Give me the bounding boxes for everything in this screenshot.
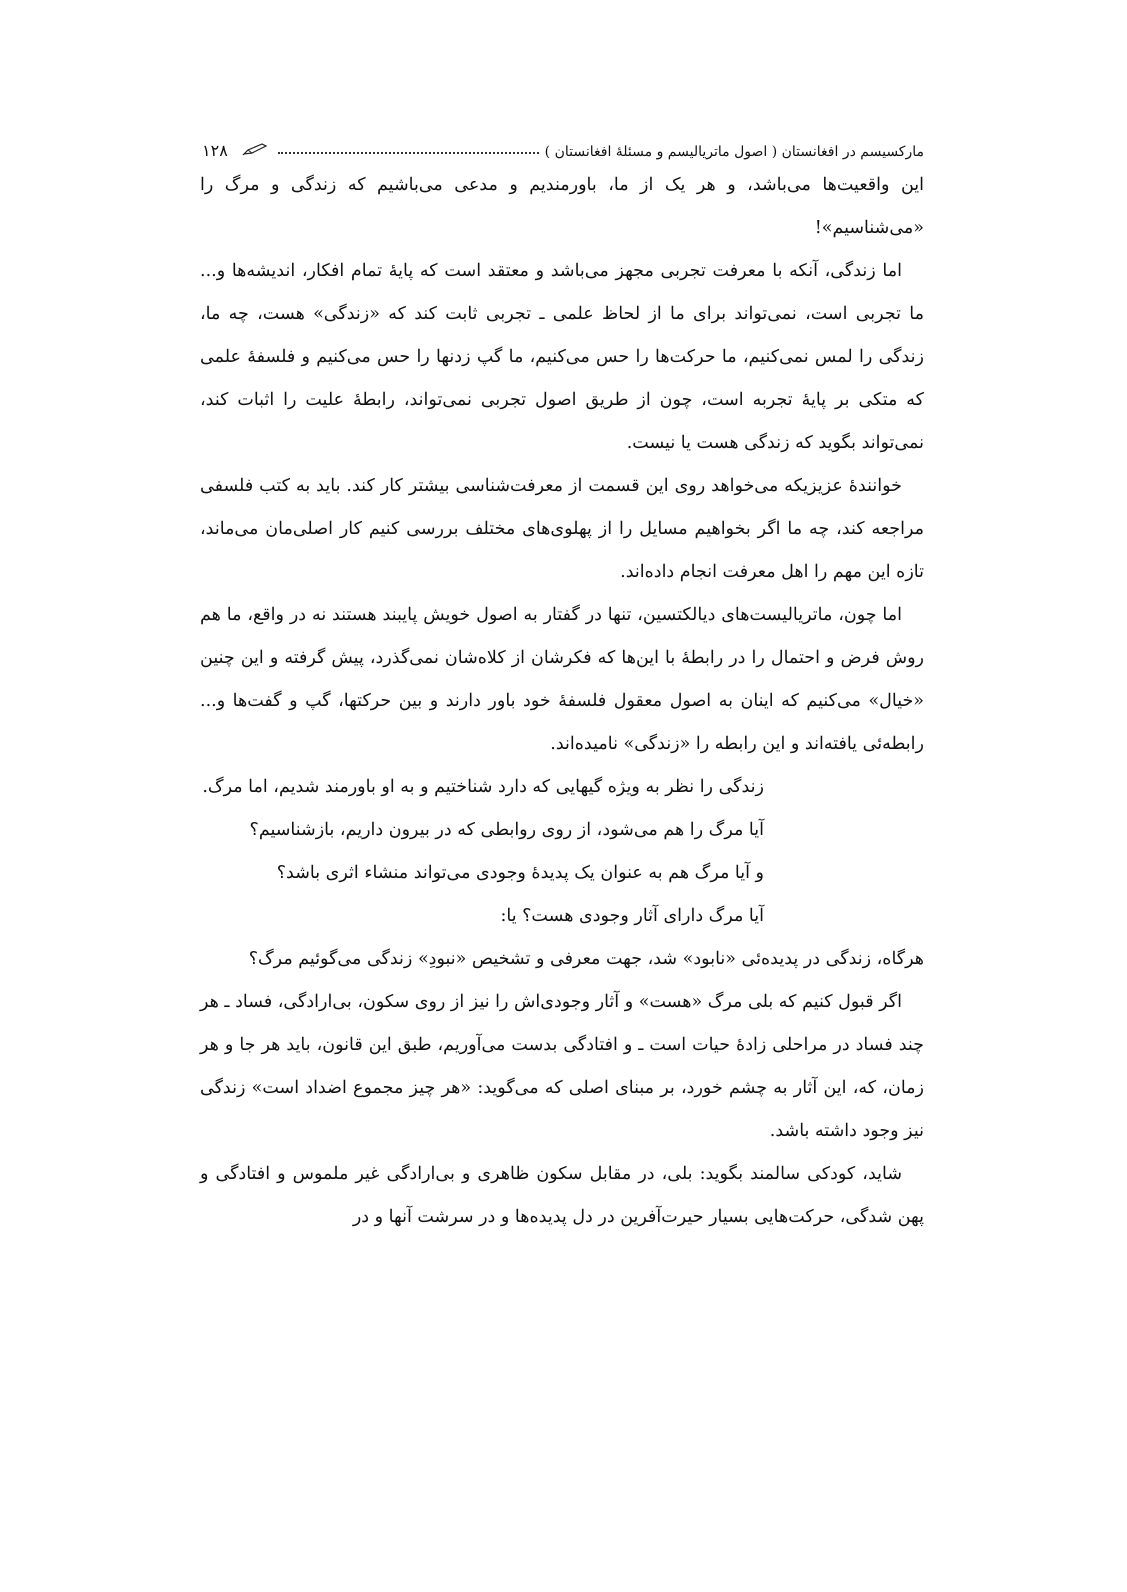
main-text (200, 164, 924, 1239)
question-line-2: آیا مرگ را هم می‌شود، از روی روابطی که در بیرون داریم، بازشناسیم؟ (249, 820, 764, 840)
paragraph-7: شاید، کودکی سالمند بگوید: بلی، در مقابل سکون ظاهری و بی‌ارادگی غیر ملموس و افتادگی و پهن شدگی، حرکت‌هایی بسیار حیرت‌آفرین در دل پدیده‌ها و در سرشت آنها و در (200, 1164, 924, 1227)
page-header (200, 130, 924, 160)
page-number: ۱۲۸ (202, 141, 228, 160)
paragraph-1: این واقعیت‌ها می‌باشد، و هر یک از ما، باورمندیم و مدعی می‌باشیم که زندگی و مرگ را «می‌شناسیم»! (200, 175, 924, 238)
question-line-3: و آیا مرگ هم به عنوان یک پدیدۀ وجودی می‌تواند منشاء اثری باشد؟ (276, 863, 764, 883)
paragraph-2: اما زندگی، آنکه با معرفت تجربی مجهز می‌باشد و معتقد است که پایۀ تمام افکار، اندیشه‌ها و... ما تجربی است، نمی‌تواند برای ما از لحاظ علمی ـ تجربی ثابت کند که «زندگی» هست، چه ما، زندگی را لمس نمی‌کنیم، ما حرکت‌ها را حس می‌کنیم، ما گپ زدنها را حس می‌کنیم و فلسفۀ علمی که متکی بر پایۀ تجربه است، چون از طریق اصول تجربی نمی‌تواند، رابطۀ علیت را اثبات کند، نمی‌تواند بگوید که زندگی هست یا نیست. (200, 261, 924, 453)
paragraph-3: خوانندۀ عزیزیکه می‌خواهد روی این قسمت از معرفت‌شناسی بیشتر کار کند. باید به کتب فلسفی مراجعه کند، چه ما اگر بخواهیم مسایل را از پهلوی‌های مختلف بررسی کنیم کار اصلی‌مان می‌ماند، تازه این مهم را اهل معرفت انجام داده‌اند. (200, 476, 924, 582)
question-line-4: آیا مرگ دارای آثار وجودی هست؟ یا: (500, 906, 764, 926)
paragraph-5: هرگاه، زندگی در پدیده‌ئی «نابود» شد، جهت معرفی و تشخیص «نبودِ» زندگی می‌گوئیم مرگ؟ (248, 949, 924, 969)
question-line-1: زندگی را نظر به ویژه گیهایی که دارد شناختیم و به او باورمند شدیم، اما مرگ. (202, 777, 764, 797)
running-title: مارکسیسم در افغانستان ( اصول ماتریالیسم و مسئلۀ افغانستان ) (544, 144, 924, 160)
paragraph-4: اما چون، ماتریالیست‌های دیالکتسین، تنها در گفتار به اصول خویش پایبند هستند نه در واقع، ما هم روش فرض و احتمال را در رابطۀ با این‌ها که فکرشان از کلاه‌شان نمی‌گذرد، پیش گرفته و این چنین «خیال» می‌کنیم که اینان به اصول معقول فلسفۀ خود باور دارند و بین حرکتها، گپ و گفت‌ها و... رابطه‌ئی یافته‌اند و این رابطه را «زندگی» نامیده‌اند. (200, 605, 924, 754)
dotted-leader (278, 152, 539, 154)
book-page (200, 130, 924, 1239)
pen-icon (242, 142, 268, 160)
paragraph-6: اگر قبول کنیم که بلی مرگ «هست» و آثار وجودی‌اش را نیز از روی سکون، بی‌ارادگی، فساد ـ هر چند فساد در مراحلی زادۀ حیات است ـ و افتادگی بدست می‌آوریم، طبق این قانون، باید هر جا و هر زمان، که، این آثار به چشم خورد، بر مبنای اصلی که می‌گوید: «هر چیز مجموع اضداد است» زندگی نیز وجود داشته باشد. (199, 992, 924, 1141)
